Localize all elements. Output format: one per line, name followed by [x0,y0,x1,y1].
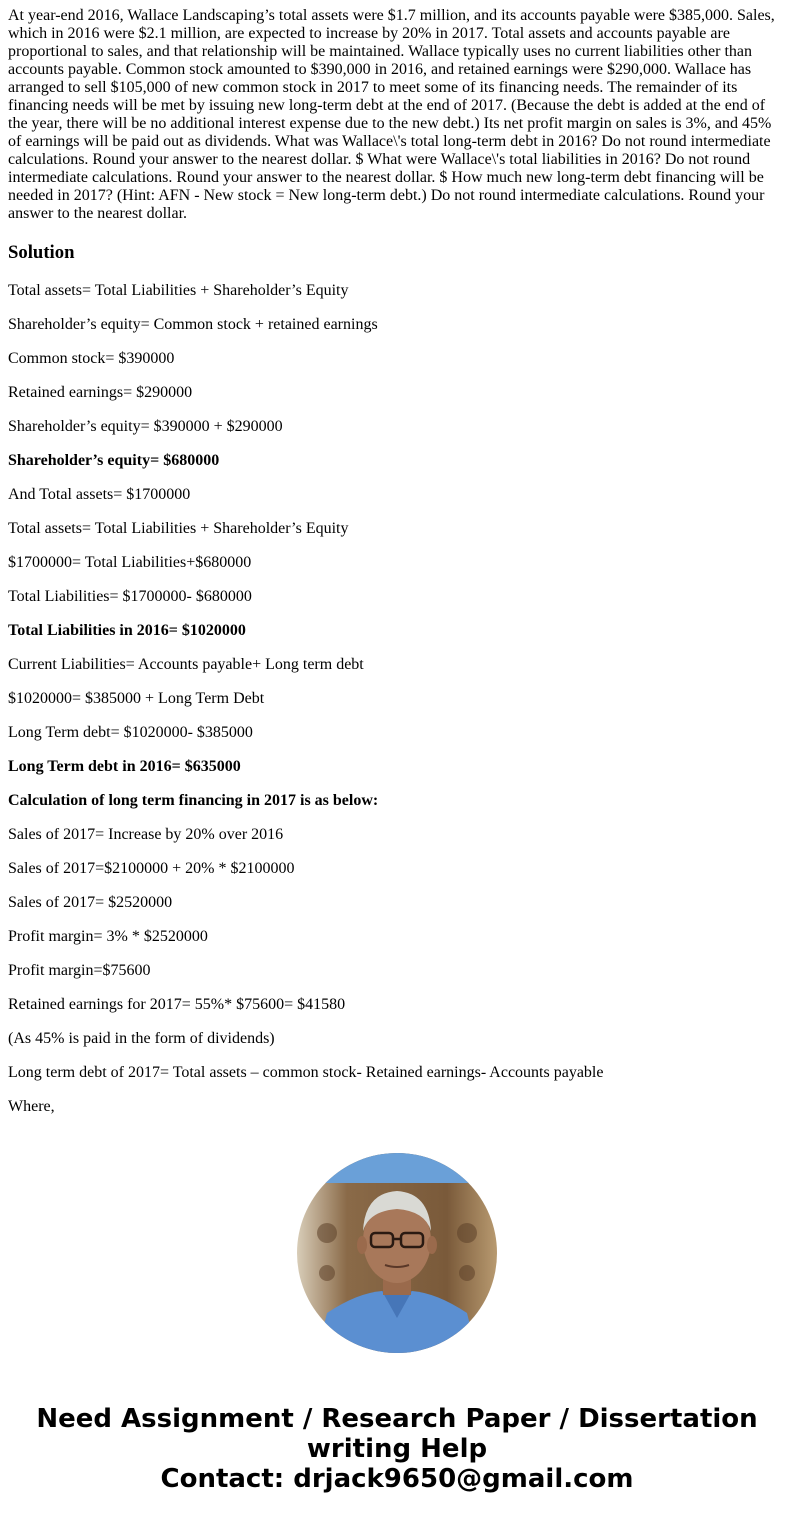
solution-line: Sales of 2017= $2520000 [8,894,173,911]
contact-banner [0,1404,794,1494]
solution-line: (As 45% is paid in the form of dividends) [8,1030,275,1047]
solution-line: Retained earnings= $290000 [8,384,193,401]
solution-line: Profit margin= 3% * $2520000 [8,928,208,945]
solution-line: Long Term debt= $1020000- $385000 [8,724,253,741]
solution-line: Retained earnings for 2017= 55%* $75600= $41580 [8,996,346,1013]
solution-line: Profit margin=$75600 [8,962,151,979]
cta-line-2: writing Help [306,1434,488,1464]
solution-line: Shareholder’s equity= Common stock + retained earnings [8,316,378,333]
solution-line: Shareholder’s equity= $680000 [8,452,220,469]
solution-line: Where, [8,1098,55,1115]
solution-line: And Total assets= $1700000 [8,486,191,503]
solution-line: Calculation of long term financing in 2017 is as below: [8,792,379,809]
solution-line: $1020000= $385000 + Long Term Debt [8,690,265,707]
author-avatar [297,1153,497,1353]
solution-line: Total assets= Total Liabilities + Shareholder’s Equity [8,520,349,537]
solution-steps [8,282,784,1132]
solution-line: $1700000= Total Liabilities+$680000 [8,554,252,571]
person-photo-icon [297,1153,497,1353]
question-text: At year-end 2016, Wallace Landscaping’s total assets were $1.7 million, and its accounts payable were $385,000. Sales, which in 2016 were $2.1 million, are expected to increase by 20% in 2017. Total assets and accounts payable are proportional to sales, and that relationship will be maintained. Wallace typically uses no current liabilities other than accounts payable. Common stock amounted to $390,000 in 2016, and retained earnings were $290,000. Wallace has arranged to sell $105,000 of new common stock in 2017 to meet some of its financing needs. The remainder of its financing needs will be met by issuing new long-term debt at the end of 2017. (Because the debt is added at the end of the year, there will be no additional interest expense due to the new debt.) Its net profit margin on sales is 3%, and 45% of earnings will be paid out as dividends. What was Wallace\'s total long-term debt in 2016? Do not round intermediate calculations. Round your answer to the nearest dollar. $ What were Wallace\'s total liabilities in 2016? Do not round intermediate calculations. Round your answer to the nearest dollar. $ How much new long-term debt financing will be needed in 2017? (Hint: AFN - New stock = New long-term debt.) Do not round intermediate calculations. Round your answer to the nearest dollar. [8,7,775,222]
solution-line: Long Term debt in 2016= $635000 [8,758,241,775]
solution-line: Current Liabilities= Accounts payable+ Long term debt [8,656,364,673]
cta-contact-email: Contact: drjack9650@gmail.com [160,1464,634,1494]
solution-line: Common stock= $390000 [8,350,175,367]
solution-line: Sales of 2017= Increase by 20% over 2016 [8,826,284,843]
solution-line: Total assets= Total Liabilities + Shareholder’s Equity [8,282,349,299]
solution-line: Sales of 2017=$2100000 + 20% * $2100000 [8,860,295,877]
solution-line: Long term debt of 2017= Total assets – common stock- Retained earnings- Accounts payable [8,1064,604,1081]
solution-line: Total Liabilities in 2016= $1020000 [8,622,246,639]
solution-heading: Solution [8,242,75,263]
solution-line: Total Liabilities= $1700000- $680000 [8,588,252,605]
solution-line: Shareholder’s equity= $390000 + $290000 [8,418,283,435]
cta-line-1: Need Assignment / Research Paper / Dissertation [36,1404,758,1434]
